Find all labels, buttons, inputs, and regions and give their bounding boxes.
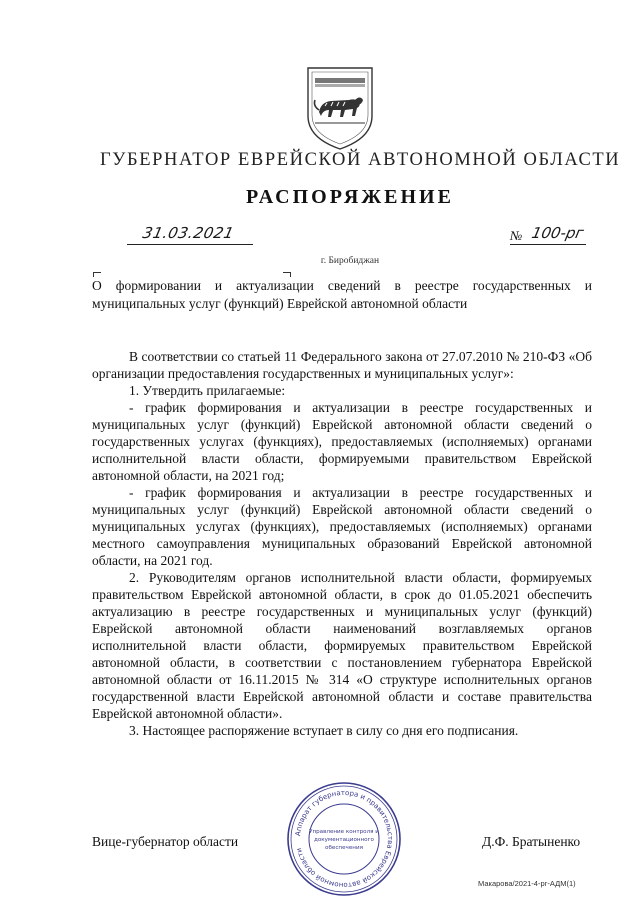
seal-inner-line-2: документационного (314, 837, 374, 843)
number-sign: № (510, 228, 523, 243)
seal-outer-path: Аппарат губернатора и правительства Еврейской автономной области (294, 788, 395, 890)
handwritten-date: 31.03.2021 (141, 224, 236, 242)
date-field (127, 224, 253, 245)
seal-inner-line-1: Управление контроля и (309, 829, 379, 835)
paragraph-item-1: 1. Утвердить прилагаемые: (129, 383, 286, 398)
document-type-title: РАСПОРЯЖЕНИЕ (246, 186, 454, 208)
official-seal-stamp (285, 780, 403, 898)
paragraph-schedule-municipal: - график формирования и актуализации в реестре государственных и муниципальных услуг (функций) Еврейской автономной области сведений о муниципальных услугах (функциях), предоставляемых (исполняемых) органами местного самоуправления муниципальных образований Еврейской автономной области, на 2021 год. (92, 485, 592, 568)
document-body (92, 348, 592, 739)
seal-inner-line-3: обеспечения (325, 845, 363, 851)
executor-code: Макарова/2021-4-рг-АДМ(1) (478, 879, 576, 888)
handwritten-number: 100-рг (530, 224, 586, 242)
paragraph-schedule-state: - график формирования и актуализации в реестре государственных и муниципальных услуг (функций) Еврейской автономной области сведений о государственных услугах (функциях), предоставляемых (исполняемых) органами исполнительной власти области, формируемыми правительством Еврейской автономной области, на 2021 год; (92, 400, 592, 483)
paragraph-item-3: 3. Настоящее распоряжение вступает в силу со дня его подписания. (129, 723, 519, 738)
paragraph-item-2: 2. Руководителям органов исполнительной власти области, формируемых правительством Еврейской автономной области, в срок до 01.05.2021 обеспечить актуализацию в реестре государственных и муниципальных услуг (функций) Еврейской автономной области наименований возглавляемых органов исполнительной власти области, формируемых правительством Еврейской автономной области, в соответствии с постановлением губернатора Еврейской автономной области от 16.11.2015 № 314 «О структуре исполнительных органов государственной власти Еврейской автономной области и составе правительства Еврейской автономной области». (92, 570, 592, 721)
signatory-role: Вице-губернатор области (92, 834, 239, 849)
document-subject: О формировании и актуализации сведений в реестре государственных и муниципальных услуг (функций) Еврейской автономной области (92, 278, 592, 311)
coat-of-arms-icon (305, 64, 375, 152)
governor-title: ГУБЕРНАТОР ЕВРЕЙСКОЙ АВТОНОМНОЙ ОБЛАСТИ (100, 150, 621, 170)
number-field (510, 224, 586, 245)
signatory-name: Д.Ф. Братыненко (482, 834, 581, 849)
city-label: г. Биробиджан (320, 256, 380, 266)
paragraph-preamble: В соответствии со статьей 11 Федерального закона от 27.07.2010 № 210-ФЗ «Об организации предоставления государственных и муниципальных услуг»: (92, 349, 592, 381)
